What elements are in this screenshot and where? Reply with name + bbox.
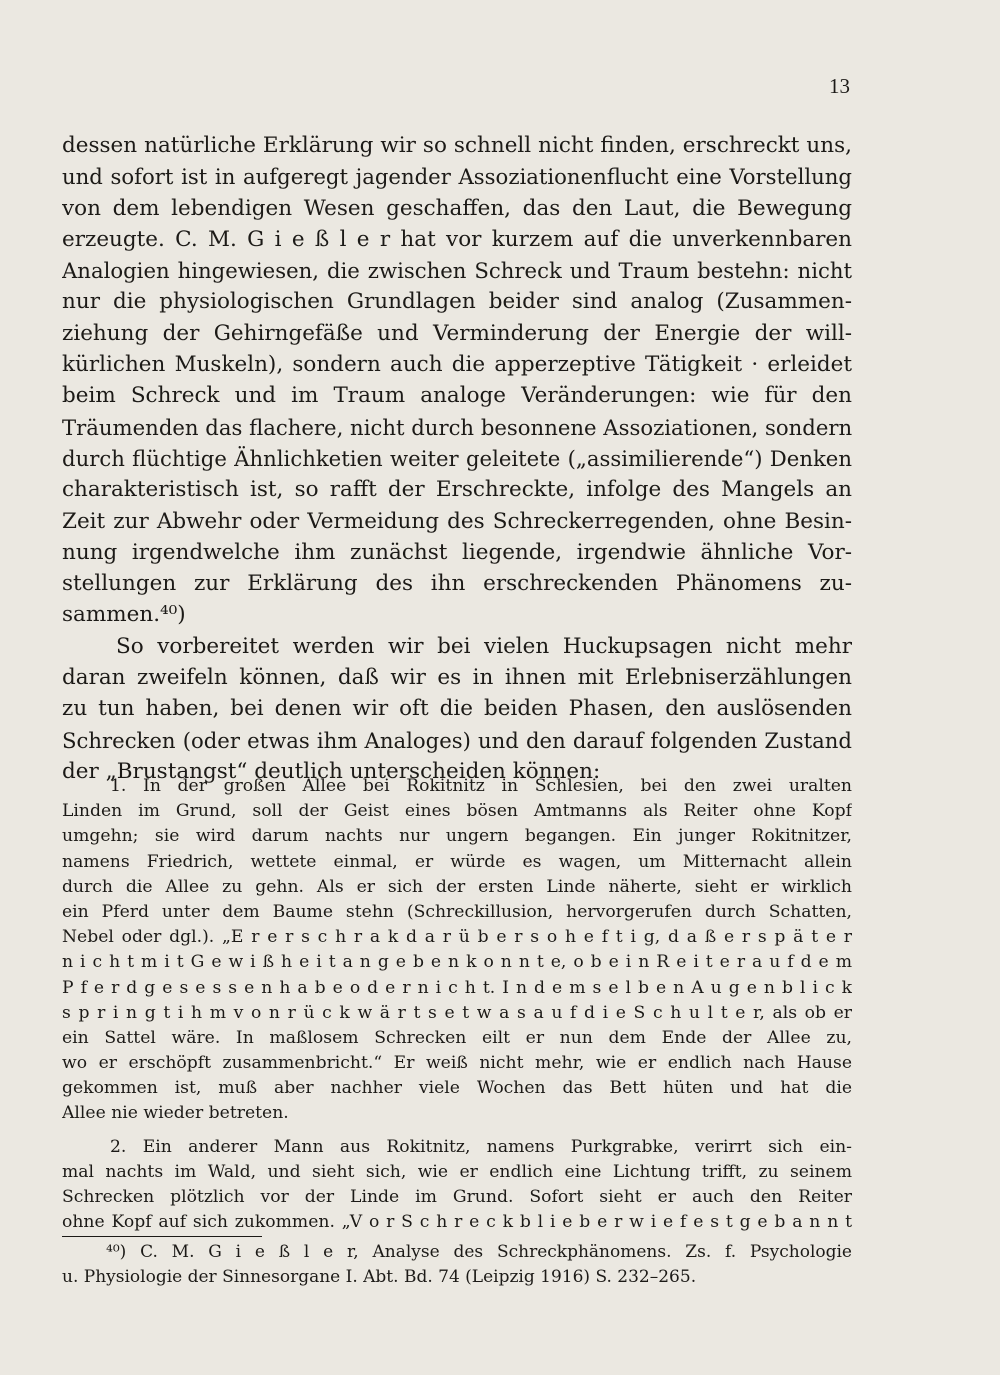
text-line: Analogien hingewiesen, die zwischen Schreck und Traum bestehn: nicht — [62, 258, 852, 284]
text-line: nung irgendwelche ihm zunächst liegende, irgendwie ähnliche Vor- — [62, 539, 852, 565]
footnote-line: ⁴⁰) C. M. G i e ß l e r, Analyse des Schreckphänomens. Zs. f. Psychologie — [106, 1242, 852, 1262]
example-2-start: 2. Ein anderer Mann aus Rokitnitz, namens Purkgrabke, verirrt sich ein- — [110, 1136, 852, 1157]
text-line: kürlichen Muskeln), sondern auch die apperzeptive Tätigkeit · erleidet — [62, 352, 852, 378]
text-line: ziehung der Gehirngefäße und Verminderung der Energie der will- — [62, 320, 852, 346]
example-line: Allee nie wieder betreten. — [62, 1103, 289, 1124]
text-line-paragraph-start: So vorbereitet werden wir bei vielen Huckupsagen nicht mehr — [116, 633, 852, 659]
text-line: durch flüchtige Ähnlichketien weiter geleitete („assimilierende“) Denken — [62, 445, 852, 471]
text-line: Träumenden das flachere, nicht durch besonnene Assoziationen, sondern — [62, 414, 852, 440]
example-line: umgehn; sie wird darum nachts nur ungern begangen. Ein junger Rokitnitzer, — [62, 826, 852, 847]
example-line: namens Friedrich, wettete einmal, er würde es wagen, um Mitternacht allein — [62, 851, 852, 872]
main-body-text — [62, 130, 852, 787]
text-line: Zeit zur Abwehr oder Vermeidung des Schreckerregenden, ohne Besin- — [62, 508, 852, 534]
example-line: wo er erschöpft zusammenbricht.“ Er weiß nicht mehr, wie er endlich nach Hause — [62, 1053, 852, 1074]
example-line: Linden im Grund, soll der Geist eines bösen Amtmanns als Reiter ohne Kopf — [62, 801, 852, 822]
example-accounts — [62, 774, 852, 1235]
text-line: nur die physiologischen Grundlagen beider sind analog (Zusammen- — [62, 289, 852, 315]
example-line: gekommen ist, muß aber nachher viele Wochen das Bett hüten und hat die — [62, 1078, 852, 1099]
page-number: 13 — [829, 74, 850, 98]
footnote-divider — [62, 1236, 262, 1237]
text-line: daran zweifeln können, daß wir es in ihnen mit Erlebniserzählungen — [62, 665, 852, 691]
example-line: n i c h t m i t G e w i ß h e i t a n g e b e n k o n n t e, o b e i n R e i t e r a u f d e m — [62, 952, 852, 973]
example-line: P f e r d g e s e s s e n h a b e o d e r n i c h t. I n d e m s e l b e n A u g e n b l i c k — [62, 977, 852, 998]
text-line: beim Schreck und im Traum analoge Veränderungen: wie für den — [62, 383, 852, 409]
example-line: durch die Allee zu gehn. Als er sich der ersten Linde näherte, sieht er wirklich — [62, 876, 852, 897]
text-line: zu tun haben, bei denen wir oft die beiden Phasen, den auslösenden — [62, 696, 852, 722]
example-line: ein Pferd unter dem Baume stehn (Schreckillusion, hervorgerufen durch Schatten, — [62, 901, 852, 922]
text-line: und sofort ist in aufgeregt jagender Assoziationenflucht eine Vorstellung — [62, 164, 852, 190]
text-line: erzeugte. C. M. G i e ß l e r hat vor kurzem auf die unverkennbaren — [62, 226, 852, 252]
text-line: von dem lebendigen Wesen geschaffen, das den Laut, die Bewegung — [62, 195, 852, 221]
example-line: ohne Kopf auf sich zukommen. „V o r S c h r e c k b l i e b e r w i e f e s t g e b a n n t — [62, 1212, 852, 1233]
example-line: Schrecken plötzlich vor der Linde im Grund. Sofort sieht er auch den Reiter — [62, 1187, 852, 1207]
example-line: mal nachts im Wald, und sieht sich, wie er endlich eine Lichtung trifft, zu seinem — [62, 1161, 852, 1182]
example-1-start: 1. In der großen Allee bei Rokitnitz in Schlesien, bei den zwei uralten — [110, 776, 852, 796]
footnote-line: u. Physiologie der Sinnesorgane I. Abt. Bd. 74 (Leipzig 1916) S. 232–265. — [62, 1267, 697, 1287]
text-line: charakteristisch ist, so rafft der Erschreckte, infolge des Mangels an — [62, 477, 852, 503]
example-line: ein Sattel wäre. In maßlosem Schrecken eilt er nun dem Ende der Allee zu, — [62, 1027, 852, 1048]
text-line: dessen natürliche Erklärung wir so schnell nicht finden, erschreckt uns, — [62, 133, 852, 158]
text-line-paragraph-end: der „Brustangst“ deutlich unterscheiden können: — [62, 758, 601, 784]
example-line: s p r i n g t i h m v o n r ü c k w ä r t s e t w a s a u f d i e S c h u l t e r, als ob er — [62, 1002, 852, 1023]
text-line: Schrecken (oder etwas ihm Analoges) und den darauf folgenden Zustand — [62, 727, 852, 753]
text-line-paragraph-end: sammen.⁴⁰) — [62, 602, 186, 628]
example-line: Nebel oder dgl.). „E r e r s c h r a k d a r ü b e r s o h e f t i g, d a ß e r s p ä t e r — [62, 927, 852, 948]
footnote — [62, 1240, 852, 1290]
text-line: stellungen zur Erklärung des ihn erschreckenden Phänomens zu- — [62, 571, 852, 597]
